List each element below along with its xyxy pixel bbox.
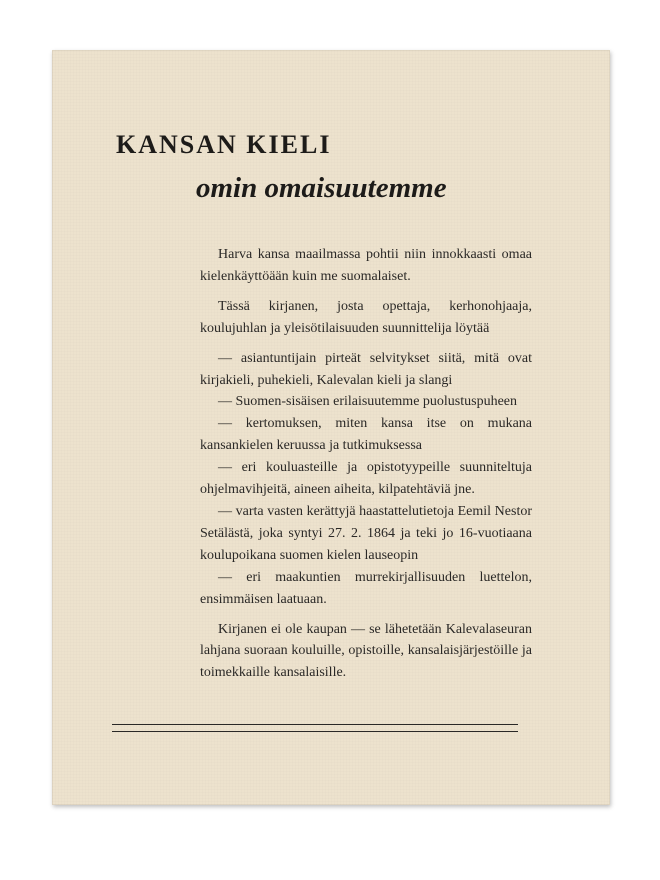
list-item: — asiantuntijain pirteät selvitykset siitä, mitä ovat kirjakieli, puhekieli, Kalevalan kieli ja slangi bbox=[200, 350, 532, 388]
closing-paragraph: Kirjanen ei ole kaupan — se lähetetään Kalevalaseuran lahjana suoraan kouluille, opistoille, kansalaisjärjestöille ja toimekkaille kansalaisille. bbox=[200, 621, 532, 681]
blurb-text bbox=[200, 244, 532, 684]
list-item: — eri maakuntien murrekirjallisuuden luettelon, ensimmäisen laatuaan. bbox=[200, 569, 532, 607]
list-item: — eri kouluasteille ja opistotyypeille suunniteltuja ohjelmavihjeitä, aineen aiheita, kilpatehtäviä jne. bbox=[200, 460, 532, 498]
book-subtitle: omin omaisuutemme bbox=[196, 172, 447, 204]
divider-line bbox=[112, 731, 518, 732]
intro-paragraph: Harva kansa maailmassa pohtii niin innokkaasti omaa kielenkäyttöään kuin me suomalaiset. bbox=[200, 247, 532, 284]
list-item: — kertomuksen, miten kansa itse on mukana kansankielen keruussa ja tutkimuksessa bbox=[200, 416, 532, 454]
list-item: — Suomen-sisäisen erilaisuutemme puolustuspuheen bbox=[218, 394, 518, 410]
divider-line bbox=[112, 724, 518, 725]
list-item: — varta vasten kerättyjä haastattelutietoja Eemil Nestor Setälästä, joka syntyi 27. 2. 1864 ja teki jo 16-vuotiaana koulupoikana suomen kielen lauseopin bbox=[200, 503, 532, 563]
lead-paragraph: Tässä kirjanen, josta opettaja, kerhonohjaaja, koulujuhlan ja yleisötilaisuuden suunnittelija löytää bbox=[200, 298, 532, 336]
book-title: KANSAN KIELI bbox=[116, 130, 332, 159]
